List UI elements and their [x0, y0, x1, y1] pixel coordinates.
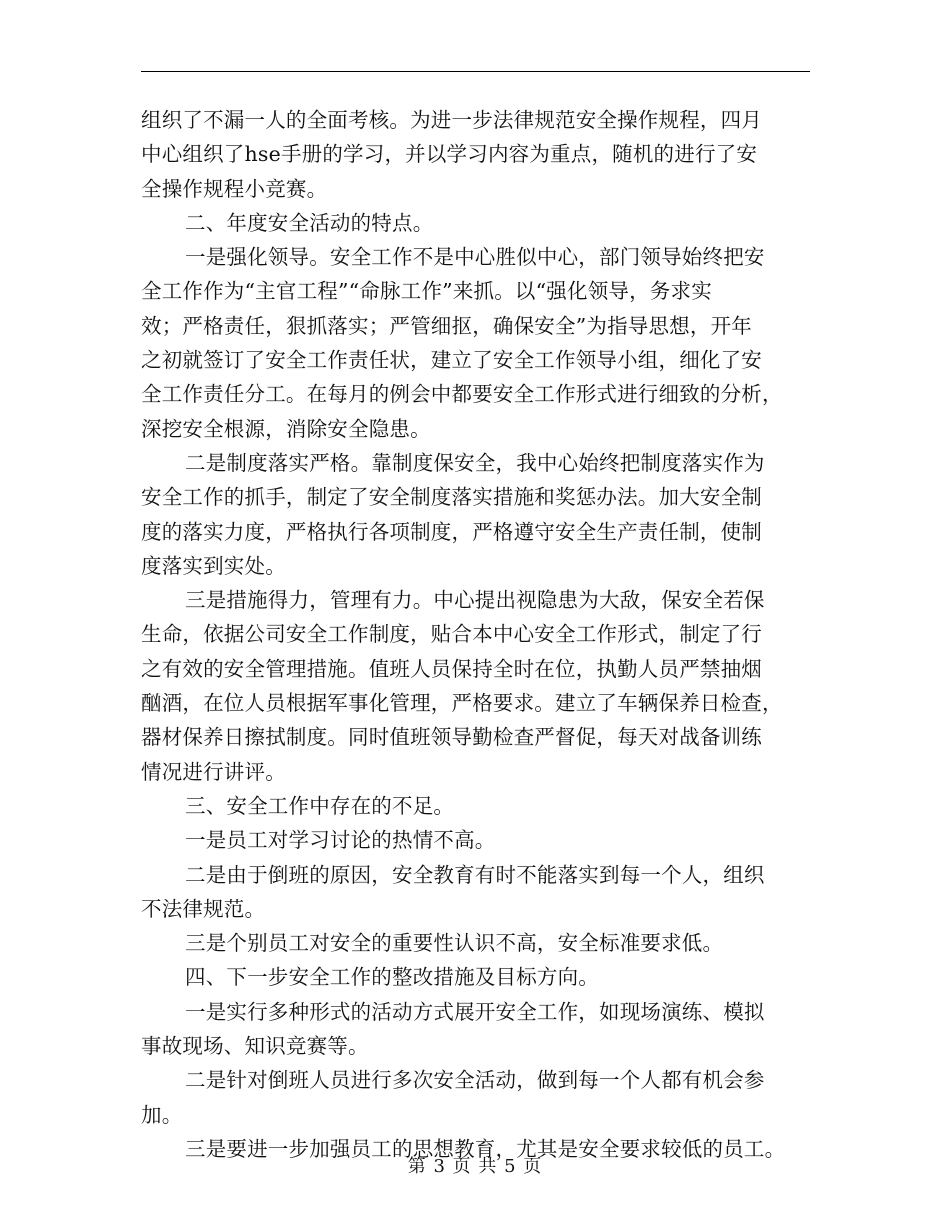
text-line: 四、下一步安全工作的整改措施及目标方向。: [185, 965, 599, 990]
text-line: 组织了不漏一人的全面考核。为进一步法律规范安全操作规程，四月: [141, 108, 762, 132]
header-rule: [141, 71, 810, 72]
text-line: 一是实行多种形式的活动方式展开安全工作，如现场演练、模拟: [185, 999, 765, 1024]
text-line: 深挖安全根源，消除安全隐患。: [141, 416, 431, 441]
text-line: 二是由于倒班的原因，安全教育有时不能落实到每一个人，组织: [185, 862, 765, 887]
text-line: 二是制度落实严格。靠制度保安全，我中心始终把制度落实作为: [185, 450, 765, 475]
text-line: 不法律规范。: [141, 896, 266, 921]
text-line: 全工作作为“主官工程”“命脉工作”来抓。以“强化领导，务求实: [141, 279, 712, 304]
text-line: 安全工作的抓手，制定了安全制度落实措施和奖惩办法。加大安全制: [141, 485, 762, 510]
text-line: 一是强化领导。安全工作不是中心胜似中心，部门领导始终把安: [185, 245, 765, 270]
text-line: 度的落实力度，严格执行各项制度，严格遵守安全生产责任制，使制: [141, 519, 762, 544]
text-line: 之初就签订了安全工作责任状，建立了安全工作领导小组，细化了安: [141, 348, 762, 373]
page-number: 第 3 页 共 5 页: [407, 1156, 543, 1177]
text-line: 一是员工对学习讨论的热情不高。: [185, 828, 496, 853]
text-line: 事故现场、知识竞赛等。: [141, 1034, 369, 1059]
text-line: 三、安全工作中存在的不足。: [185, 793, 455, 818]
text-line: 全操作规程小竞赛。: [141, 176, 328, 201]
text-line: 全工作责任分工。在每月的例会中都要安全工作形式进行细致的分析，: [141, 382, 783, 407]
text-line: 效；严格责任，狠抓落实；严管细抠，确保安全”为指导思想，开年: [141, 313, 752, 338]
text-line: 情况进行讲评。: [141, 759, 286, 784]
text-line: 三是个别员工对安全的重要性认识不高，安全标准要求低。: [185, 931, 724, 956]
text-line: 二是针对倒班人员进行多次安全活动，做到每一个人都有机会参: [185, 1068, 765, 1093]
text-line: 生命，依据公司安全工作制度，贴合本中心安全工作形式，制定了行: [141, 622, 762, 647]
document-body: [141, 103, 810, 1166]
text-line: 三是措施得力，管理有力。中心提出视隐患为大敌，保安全若保: [185, 588, 765, 613]
text-line: 三是要进一步加强员工的思想教育，尤其是安全要求较低的员工。: [185, 1136, 786, 1161]
text-line: 器材保养日擦拭制度。同时值班领导勤检查严督促，每天对战备训练: [141, 725, 762, 750]
text-line: 二、年度安全活动的特点。: [185, 210, 434, 235]
text-line: 中心组织了hse手册的学习，并以学习内容为重点，随机的进行了安: [141, 142, 758, 167]
text-line: 之有效的安全管理措施。值班人员保持全时在位，执勤人员严禁抽烟: [141, 656, 762, 681]
text-line: 加。: [141, 1102, 183, 1127]
text-line: 酗酒，在位人员根据军事化管理，严格要求。建立了车辆保养日检查，: [141, 691, 783, 716]
text-line: 度落实到实处。: [141, 553, 286, 578]
